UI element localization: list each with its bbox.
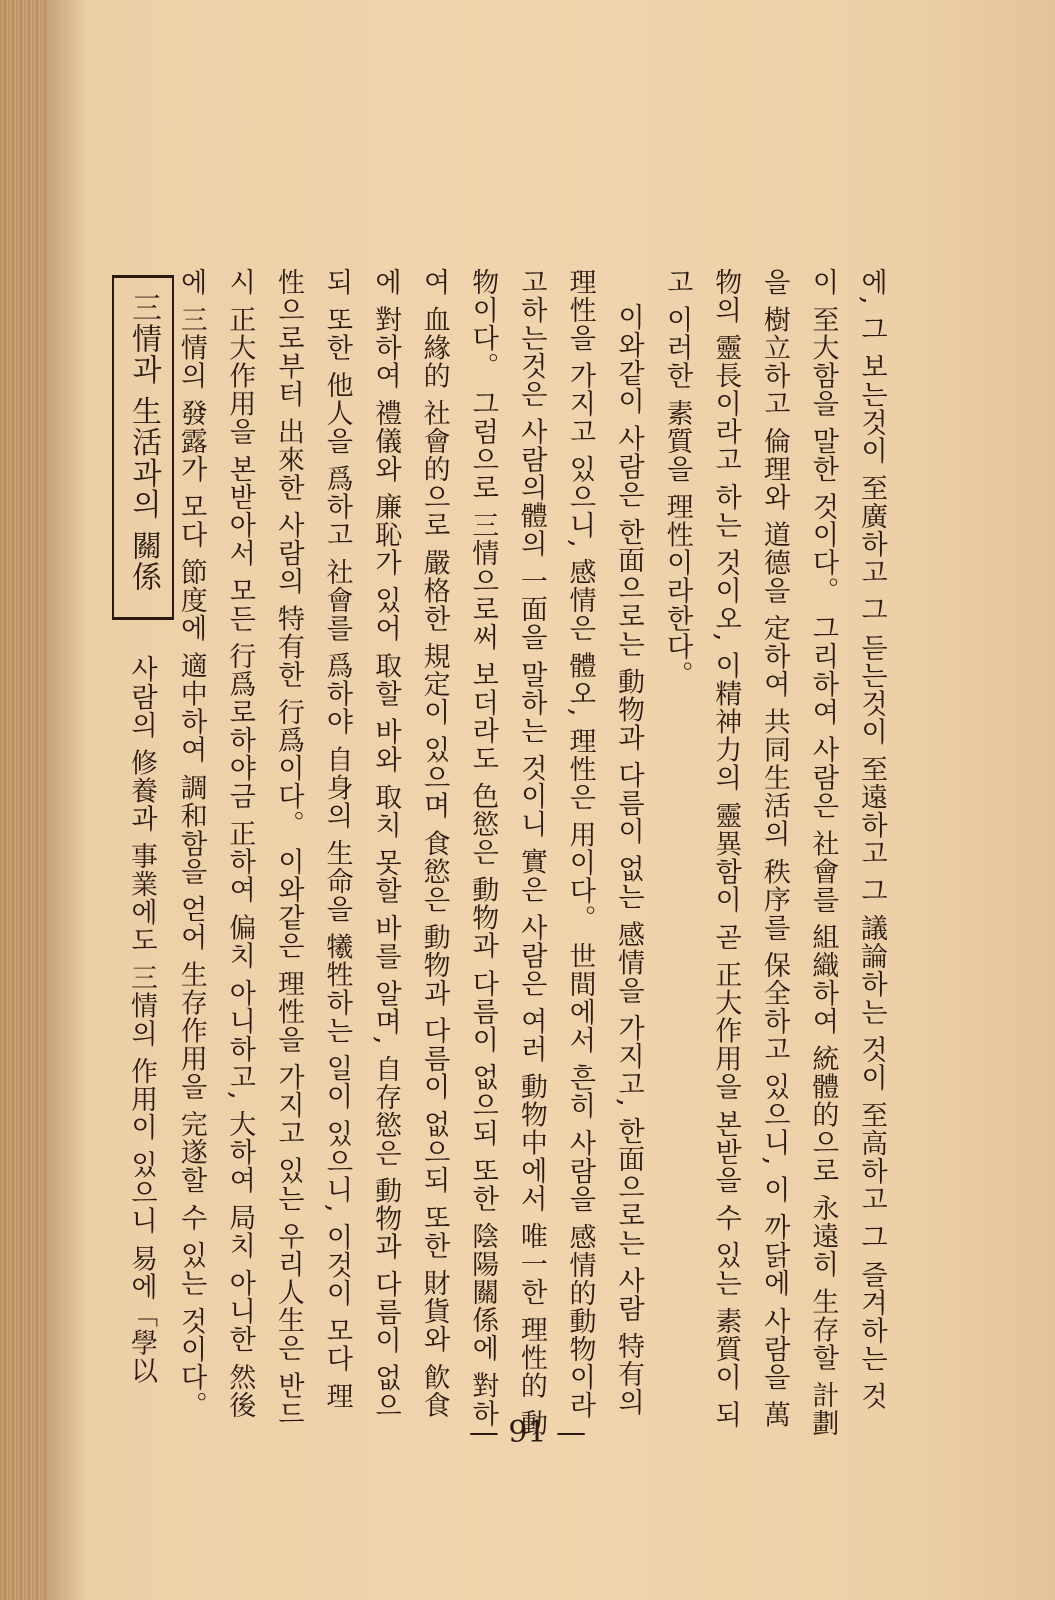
section-continuation-text: 사람의 修養과 事業에도 三情의 作用이 있으니 易에「學以 [126, 655, 157, 1385]
gutter-shadow [46, 0, 86, 1600]
page-number: — 91 — [468, 1415, 587, 1450]
paragraph-1: 에, 그 보는것이 至廣하고 그 듣는것이 至遠하고 그 議論하는 것이 至高하고 그 즐겨하는 것이 至大함을 말한 것이다。 그리하여 사람은 社會를 組織하여 統體的으로 永遠히 生存할 計劃을 樹立하고 倫理와 道德을 定하여 共同生活의 秩序를 保全하고 있으니, 이 까닭에 사람을 萬物의 靈長이라고 하는 것이오, 이精神力의 靈異함이 곧 正大作用을 본받을 수 있는 素質이 되고 이러한 素質을 理性이라한다。 [661, 268, 887, 1438]
section-heading: 三情과 生活과의 關係 [126, 292, 161, 593]
main-text-block [175, 268, 895, 1438]
paragraph-2: 이와같이 사람은 한面으로는 動物과 다름이 없는 感情을 가지고, 한面으로는 사람 特有의 理性을 가지고 있으니, 感情은 體오, 理性은 用이다。 世間에서 흔히 사람을 感情的動物이라고하는것은 사람의體의 一面을 말하는 것이니 實은 사람은 여러 動物中에서 唯一한 理性的 動物이다。 그럼으로 三情으로써 보더라도 色慾은 動物과 다름이 없으되 또한 陰陽關係에 對하여 血緣的 社會的으로 嚴格한 規定이 있으며 食慾은 動物과 다름이 없으되 또한 財貨와 飮食에 對하여 禮儀와 廉恥가 있어 取할 바와 取치 못할 바를 알며, 自存慾은 動物과 다름이 없으되 또한 他人을 爲하고 社會를 爲하야 自身의 生命을 犧牲하는 일이 있으니, 이것이 모다 理性으로부터 出來한 사람의 特有한 行爲이다。 이와같은 理性을 가지고 있는 우리人生은 반드시 正大作用을 본받아서 모든 行爲로하야금 正하여 偏치 아니하고, 大하여 局치 아니한 然後에 三情의 發露가 모다 節度에 適中하여 調和함을 얻어 生存作用을 完遂할 수 있는 것이다。 [175, 268, 645, 1438]
section-heading-box [112, 275, 174, 620]
page-edges [0, 0, 46, 1600]
